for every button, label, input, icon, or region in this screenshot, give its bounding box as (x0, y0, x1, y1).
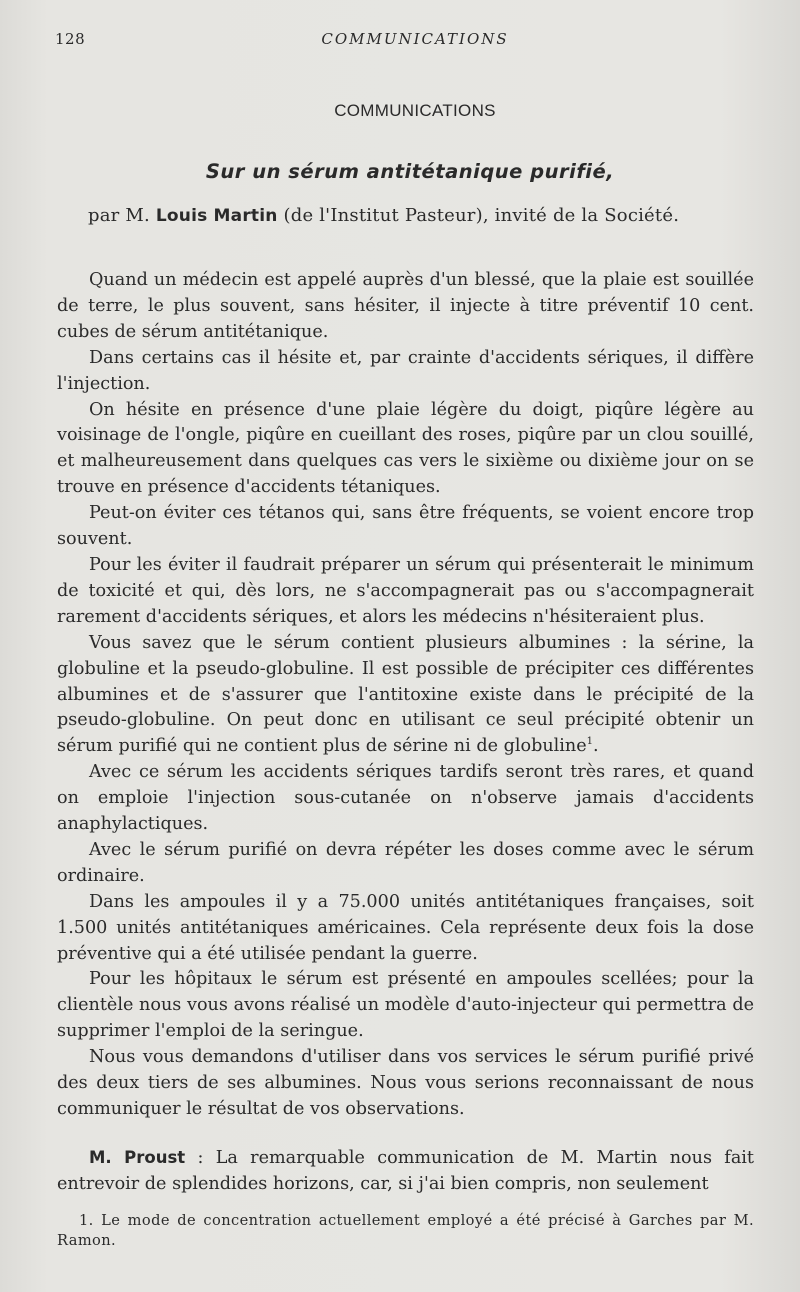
footnote-reference[interactable]: 1 (586, 736, 594, 748)
author-name: Louis Martin (155, 206, 278, 226)
section-title: COMMUNICATIONS (334, 101, 496, 120)
paragraph: Peut-on éviter ces tétanos qui, sans être fréquents, se voient encore trop souvent. (57, 503, 754, 550)
speaker-name: M. Proust (89, 1147, 186, 1167)
paragraph-text: Vous savez que le sérum contient plusieurs albumines : la sérine, la globuline et la pseudo-globuline. Il est possible de précipiter ces différentes albumines et de s'assurer que l'antitoxine existe dans le précipité de la pseudo-globuline. On peut donc en utilisant ce seul précipité obtenir un sérum purifié qui ne contient plus de sérine ni de globuline (57, 632, 754, 757)
footnote-text: 1. Le mode de concentration actuellement employé a été précisé à Garches par M. Ramon. (57, 1212, 754, 1249)
paragraph: Quand un médecin est appelé auprès d'un blessé, que la plaie est souillée de terre, le plus souvent, sans hésiter, il injecte à titre préventif 10 cent. cubes de sérum antitétanique. (57, 270, 754, 342)
article-title: Sur un sérum antitétanique purifié, (205, 160, 615, 183)
byline-prefix: par M. (88, 205, 156, 226)
running-head (55, 30, 755, 52)
paragraph-end: . (593, 736, 599, 757)
paragraph: Pour les hôpitaux le sérum est présenté en ampoules scellées; pour la clientèle nous vous avons réalisé un modèle d'auto-injecteur qui permettra de supprimer l'emploi de la seringue. (57, 969, 754, 1042)
byline-affiliation: (de l'Institut Pasteur), invité de la Société. (277, 205, 680, 226)
paragraph-albumins (57, 631, 754, 761)
paragraph: On hésite en présence d'une plaie légère du doigt, piqûre légère au voisinage de l'ongle, piqûre en cueillant des roses, piqûre par un clou souillé, et malheureusement dans quelques cas vers le sixième ou dixième jour on se trouve en présence d'accidents tétaniques. (57, 399, 754, 498)
paragraph: Avec ce sérum les accidents sériques tardifs seront très rares, et quand on emploie l'injection sous-cutanée on n'observe jamais d'accidents anaphylactiques. (57, 762, 754, 835)
discussion-paragraph (57, 1145, 754, 1198)
article-body (57, 268, 754, 1198)
paragraph: Avec le sérum purifié on devra répéter les doses comme avec le sérum ordinaire. (57, 839, 754, 886)
page-number: 128 (55, 30, 86, 48)
discussion-text: : La remarquable communication de M. Martin nous fait entrevoir de splendides horizons, car, si j'ai bien compris, non seulement (57, 1147, 755, 1194)
paragraph: Pour les éviter il faudrait préparer un sérum qui présenterait le minimum de toxicité et qui, dès lors, ne s'accompagnerait pas ou s'accompagnerait rarement d'accidents sériques, et alors les médecins n'hésiteraient plus. (57, 554, 754, 627)
paragraph: Dans certains cas il hésite et, par crainte d'accidents sériques, il diffère l'injection. (57, 347, 754, 394)
footnote (57, 1211, 754, 1251)
byline (88, 205, 768, 226)
paragraph: Nous vous demandons d'utiliser dans vos services le sérum purifié privé des deux tiers de ses albumines. Nous vous serions reconnaissant de nous communiquer le résultat de vos observations. (57, 1047, 754, 1119)
running-title: COMMUNICATIONS (321, 30, 509, 48)
paragraph: Dans les ampoules il y a 75.000 unités antitétaniques françaises, soit 1.500 unités antitétaniques américaines. Cela représente deux fois la dose préventive qui a été utilisée pendant la guerre. (57, 891, 754, 964)
